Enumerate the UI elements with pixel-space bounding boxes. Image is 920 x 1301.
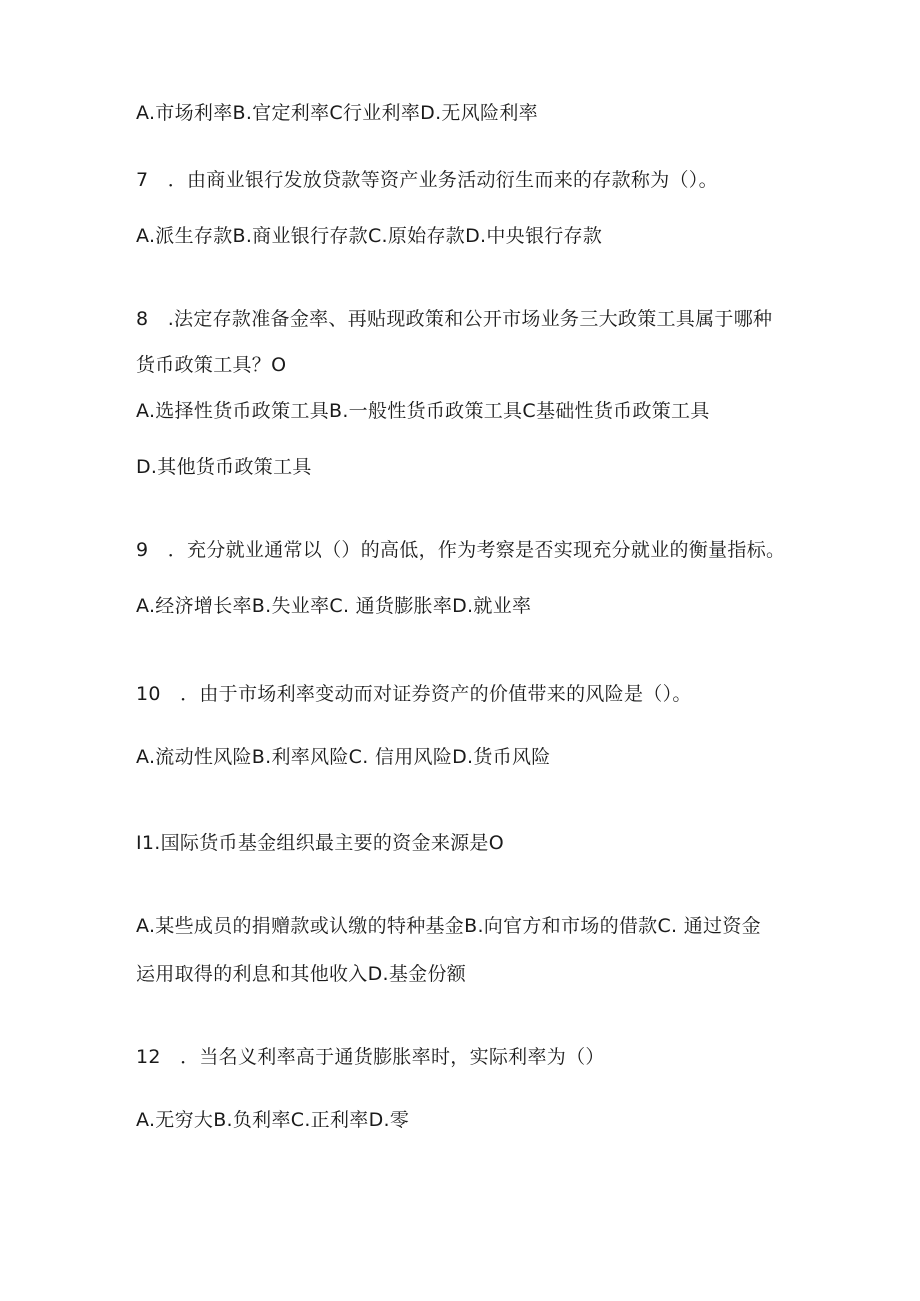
q6-options: A.市场利率B.官定利率C行业利率D.无风险利率 bbox=[136, 102, 538, 124]
q11-options-line2: 运用取得的利息和其他收入D.基金份额 bbox=[136, 963, 467, 985]
q8-question-line1: 8 .法定存款准备金率、再贴现政策和公开市场业务三大政策工具属于哪种 bbox=[136, 308, 773, 330]
q7-options: A.派生存款B.商业银行存款C.原始存款D.中央银行存款 bbox=[136, 225, 603, 247]
q10-question: 10 ．由于市场利率变动而对证券资产的价值带来的风险是（）。 bbox=[136, 683, 692, 705]
q7-question: 7 ．由商业银行发放贷款等资产业务活动衍生而来的存款称为（）。 bbox=[136, 169, 718, 191]
q8-options-line2: D.其他货币政策工具 bbox=[136, 456, 312, 478]
q12-options: A.无穷大B.负利率C.正利率D.零 bbox=[136, 1109, 410, 1131]
q9-question: 9 ．充分就业通常以（）的高低，作为考察是否实现充分就业的衡量指标。 bbox=[136, 539, 786, 561]
q11-question: I1.国际货币基金组织最主要的资金来源是O bbox=[136, 832, 504, 854]
q8-question-line2: 货币政策工具？O bbox=[136, 354, 287, 376]
q11-options-line1: A.某些成员的捐赠款或认缴的特种基金B.向官方和市场的借款C. 通过资金 bbox=[136, 915, 761, 937]
q9-options: A.经济增长率B.失业率C. 通货膨胀率D.就业率 bbox=[136, 595, 532, 617]
q8-options-line1: A.选择性货币政策工具B.一般性货币政策工具C基础性货币政策工具 bbox=[136, 400, 710, 422]
q12-question: 12 ．当名义利率高于通货膨胀率时，实际利率为（） bbox=[136, 1046, 605, 1068]
q10-options: A.流动性风险B.利率风险C. 信用风险D.货币风险 bbox=[136, 746, 551, 768]
